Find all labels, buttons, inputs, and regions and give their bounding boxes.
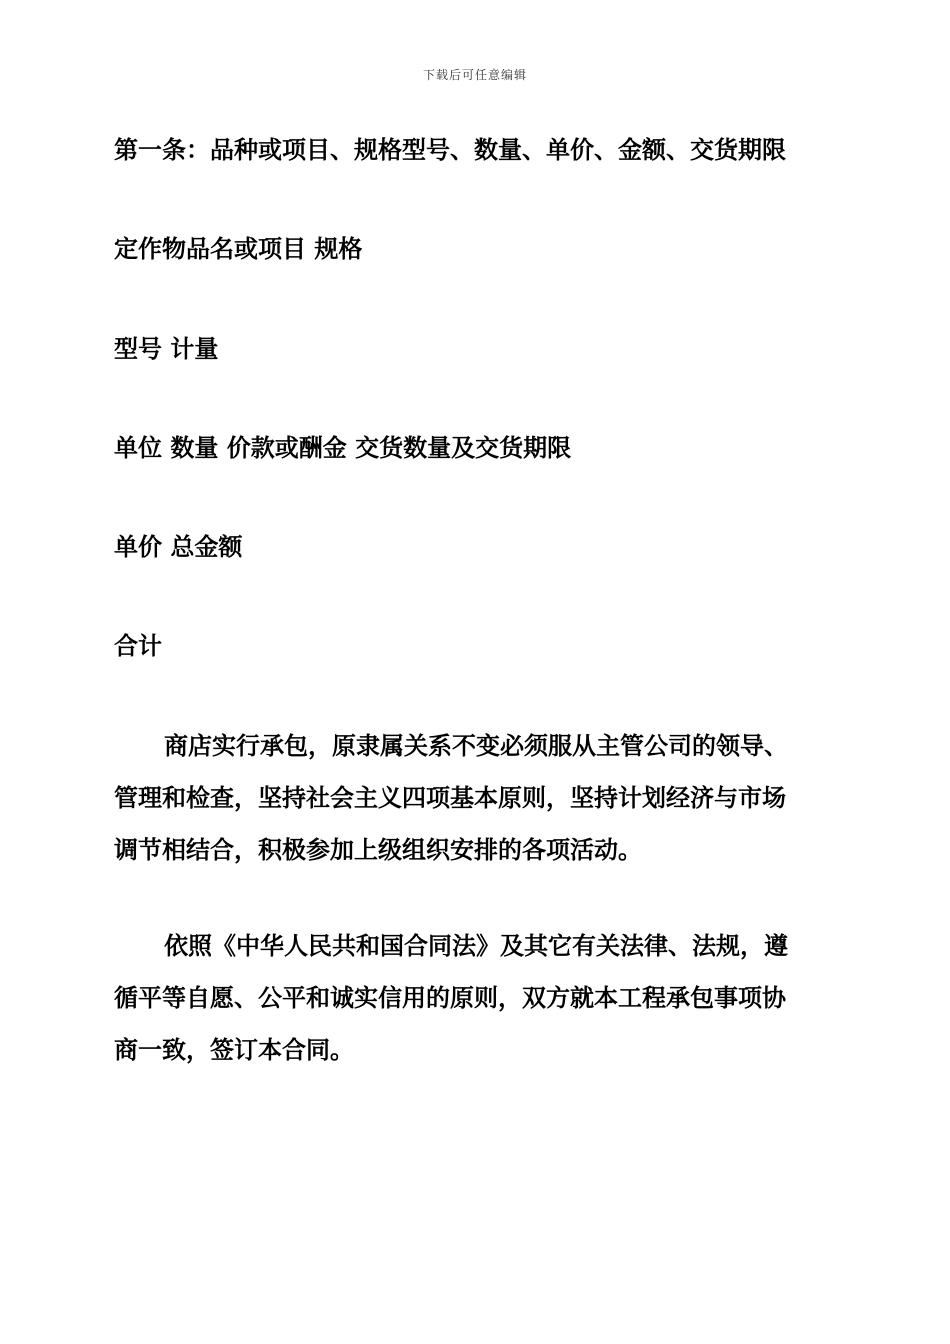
clause-1-heading: 第一条：品种或项目、规格型号、数量、单价、金额、交货期限 — [114, 135, 786, 164]
paragraph-contract-terms — [114, 720, 844, 876]
paragraph-legal-basis — [114, 920, 844, 1076]
paragraph-line: 管理和检查，坚持社会主义四项基本原则，坚持计划经济与市场 — [114, 783, 786, 812]
table-row-2: 型号 计量 — [114, 334, 219, 363]
paragraph-line: 循平等自愿、公平和诚实信用的原则，双方就本工程承包事项协 — [114, 983, 786, 1012]
paragraph-line: 调节相结合，积极参加上级组织安排的各项活动。 — [114, 835, 642, 864]
paragraph-line: 商店实行承包，原隶属关系不变必须服从主管公司的领导、 — [164, 731, 788, 760]
page-header-note: 下载后可任意编辑 — [422, 68, 527, 82]
table-row-1: 定作物品名或项目 规格 — [114, 234, 363, 263]
table-row-total: 合计 — [114, 631, 162, 660]
paragraph-line: 商一致，签订本合同。 — [114, 1035, 354, 1064]
paragraph-line: 依照《中华人民共和国合同法》及其它有关法律、法规，遵 — [164, 931, 788, 960]
table-row-3: 单位 数量 价款或酬金 交货数量及交货期限 — [114, 433, 572, 462]
table-row-4: 单价 总金额 — [114, 532, 243, 561]
